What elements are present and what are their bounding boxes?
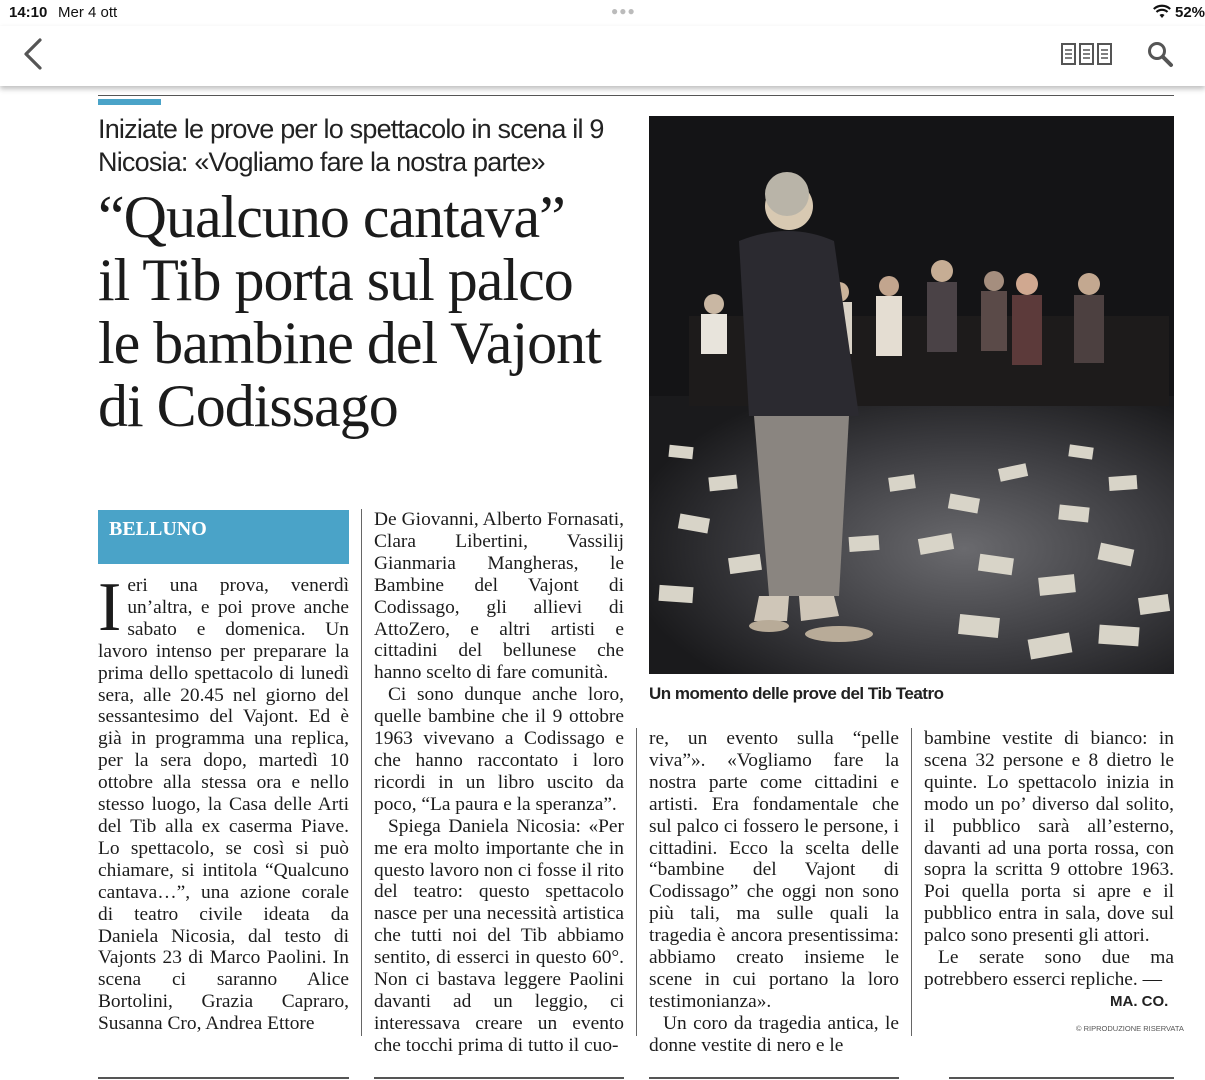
paragraph: Le serate sono due ma potrebbero esserci repliche. — <box>924 947 1174 990</box>
reader-toolbar <box>0 26 1205 86</box>
article-column-1 <box>98 569 349 1035</box>
paragraph: re, un evento sulla “pelle viva”». «Vogliamo fare la nostra parte come cittadini e artisti. Era fondamentale che sul palco ci fossero le persone, i cittadini. Ecco la scelta delle “bambine del Vajont di Codissago” che oggi non sono più tali, ma sulle quali la tragedia è ancora presentissima: abbiamo creato insieme le scene in cui portano la loro testimonianza». <box>649 728 899 1012</box>
author-signature: MA. CO. <box>1110 993 1169 1010</box>
headline-line: le bambine del Vajont <box>98 310 601 376</box>
article-column-4 <box>924 728 1174 991</box>
section-label: BELLUNO <box>109 518 207 540</box>
multitask-dots-icon[interactable]: ●●● <box>611 4 636 18</box>
search-icon[interactable] <box>1146 40 1174 68</box>
battery-level: 52% <box>1175 4 1205 21</box>
paragraph: Spiega Daniela Nicosia: «Per me era molto importante che in questo lavoro non ci fosse il rito del teatro: questo spettacolo nasce per una necessità artistica che tutti noi del Tib abbiamo sentito, di esserci in questo 60°. Non ci bastava leggere Paolini davanti ad un leggio, ci interessava creare un evento che tocchi prima di tutto il cuo- <box>374 815 624 1056</box>
back-icon[interactable] <box>18 36 48 72</box>
headline-line: il Tib porta sul palco <box>98 247 573 313</box>
article-headline <box>98 186 643 438</box>
article-kicker: Iniziate le prove per lo spettacolo in scena il 9 Nicosia: «Vogliamo fare la nostra parte» <box>98 114 604 177</box>
paragraph: eri una prova, venerdì un’altra, e poi prove anche sabato e domenica. Un lavoro intenso per preparare la prima dello spettacolo di lunedì sera, alle 20.45 nel giorno del sessantesimo del Vajont. Ed è già in programma una replica, per la sera dopo, martedì 10 ottobre alla stessa ora e nello stesso luogo, la Casa delle Arti del Tib alla ex caserma Piave. Lo spettacolo, se così si può chiamare, si intitola “Qualcuno cantava…”, una azione corale di teatro civile ideata da Daniela Nicosia, dal testo di Vajonts 23 di Marco Paolini. In scena ci saranno Alice Bortolini, Grazia Capraro, Susanna Cro, Andrea Ettore <box>98 575 349 1035</box>
headline-line: di Codissago <box>98 373 398 439</box>
article-column-3 <box>649 728 899 1057</box>
status-time: 14:10 <box>9 4 48 21</box>
accent-bar <box>98 99 161 105</box>
bottom-rule <box>98 1077 349 1079</box>
photo-caption: Un momento delle prove del Tib Teatro <box>649 684 944 703</box>
bottom-rule <box>374 1077 624 1079</box>
column-divider <box>911 728 912 1036</box>
pages-icon[interactable] <box>1060 40 1114 68</box>
wifi-icon <box>1153 4 1171 20</box>
article-column-2 <box>374 509 624 1057</box>
status-date: Mer 4 ott <box>58 4 118 21</box>
copyright-notice: © RIPRODUZIONE RISERVATA <box>1076 1024 1184 1033</box>
dropcap: I <box>98 569 122 646</box>
status-bar <box>0 0 1205 26</box>
top-rule <box>98 95 1174 96</box>
bottom-rule <box>649 1077 899 1079</box>
headline-line: “Qualcuno cantava” <box>98 184 565 250</box>
paragraph: Un coro da tragedia antica, le donne vestite di nero e le <box>649 1012 899 1056</box>
column-divider <box>361 509 362 1036</box>
rehearsal-photo <box>649 116 1174 674</box>
paragraph: De Giovanni, Alberto Fornasati, Clara Libertini, Vassilij Gianmaria Mangheras, le Bambine del Vajont di Codissago, gli allievi di AttoZero, e altri artisti e cittadini del bellunese che hanno scelto di fare comunità. <box>374 509 624 684</box>
paragraph: bambine vestite di bianco: in scena 32 persone e 8 dietro le quinte. Lo spettacolo inizia in modo un po’ diverso dal solito, il pubblico sarà all’esterno, davanti ad una porta rossa, con sopra la scritta 9 ottobre 1963. Poi quella porta si apre e il pubblico entra in sala, dove sul palco sono presenti gli attori. <box>924 728 1174 947</box>
column-divider <box>636 728 637 1036</box>
paragraph: Ci sono dunque anche loro, quelle bambine che il 9 ottobre 1963 vivevano a Codissago e che hanno raccontato i loro ricordi in un libro uscito da poco, “La paura e la speranza”. <box>374 684 624 815</box>
section-tag <box>98 510 349 564</box>
bottom-rule <box>949 1077 1174 1079</box>
